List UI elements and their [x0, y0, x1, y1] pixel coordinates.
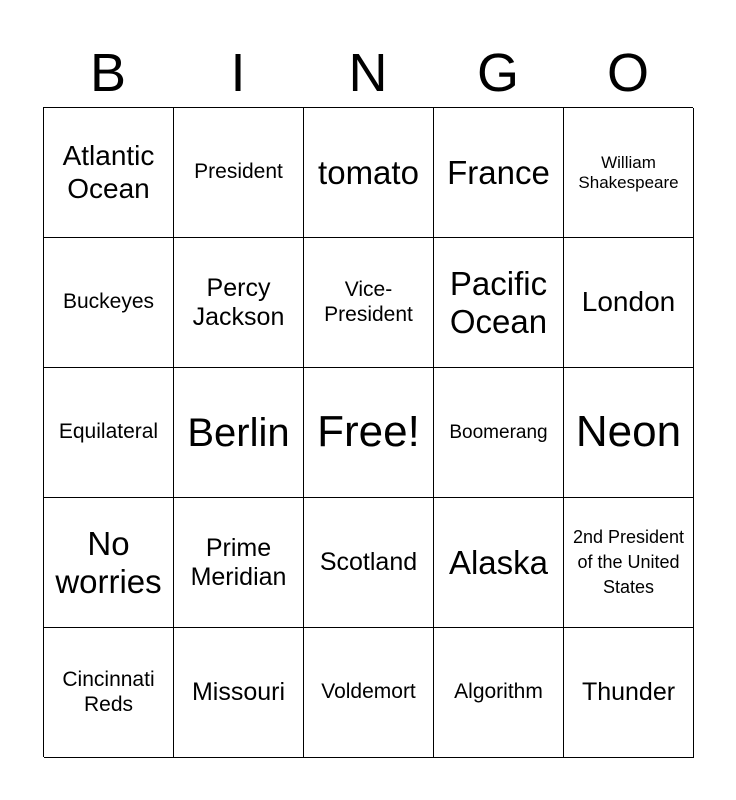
bingo-cell[interactable]: Missouri: [174, 628, 304, 758]
bingo-cell[interactable]: Neon: [564, 368, 694, 498]
bingo-cell[interactable]: William Shakespeare: [564, 108, 694, 238]
header-letter-i: I: [230, 43, 246, 103]
bingo-cell[interactable]: Percy Jackson: [174, 238, 304, 368]
bingo-cell[interactable]: Vice-President: [304, 238, 434, 368]
bingo-board: [43, 107, 693, 757]
bingo-cell[interactable]: 2nd President of the United States: [564, 498, 694, 628]
bingo-cell[interactable]: France: [434, 108, 564, 238]
header-letter-b: B: [89, 43, 127, 103]
bingo-cell[interactable]: No worries: [44, 498, 174, 628]
bingo-cell[interactable]: Berlin: [174, 368, 304, 498]
bingo-cell[interactable]: Thunder: [564, 628, 694, 758]
header-letter-o: O: [606, 43, 649, 103]
bingo-cell[interactable]: tomato: [304, 108, 434, 238]
bingo-cell[interactable]: President: [174, 108, 304, 238]
bingo-cell-free[interactable]: Free!: [304, 368, 434, 498]
bingo-cell[interactable]: Atlantic Ocean: [44, 108, 174, 238]
bingo-cell[interactable]: Voldemort: [304, 628, 434, 758]
bingo-cell[interactable]: Buckeyes: [44, 238, 174, 368]
bingo-cell[interactable]: Equilateral: [44, 368, 174, 498]
bingo-header: [43, 40, 693, 106]
header-letter-g: G: [476, 43, 519, 103]
bingo-cell[interactable]: Algorithm: [434, 628, 564, 758]
header-letter-n: N: [348, 43, 388, 103]
bingo-cell[interactable]: Alaska: [434, 498, 564, 628]
bingo-cell[interactable]: Prime Meridian: [174, 498, 304, 628]
bingo-cell[interactable]: Scotland: [304, 498, 434, 628]
bingo-cell[interactable]: Cincinnati Reds: [44, 628, 174, 758]
bingo-cell[interactable]: London: [564, 238, 694, 368]
bingo-cell[interactable]: Boomerang: [434, 368, 564, 498]
bingo-cell[interactable]: Pacific Ocean: [434, 238, 564, 368]
